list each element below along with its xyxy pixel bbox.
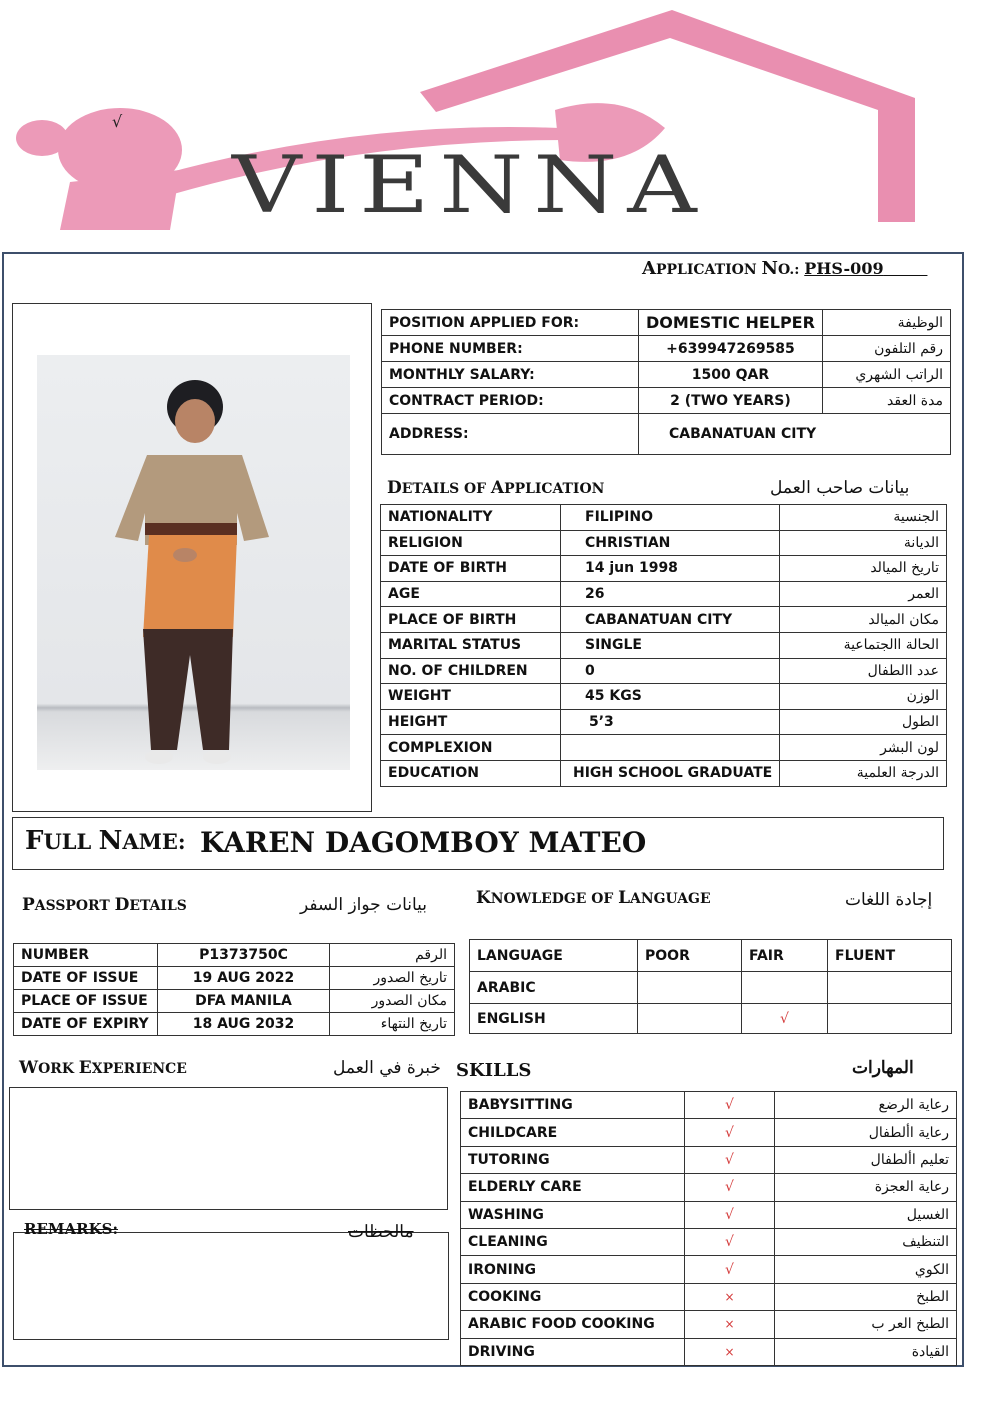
- detail-value: 0: [561, 658, 780, 684]
- detail-label: NATIONALITY: [381, 505, 561, 531]
- detail-arabic: الديانة: [780, 530, 947, 556]
- app-label-a: A: [642, 258, 656, 279]
- skill-arabic: التنظيف: [775, 1228, 957, 1255]
- detail-label: EDUCATION: [381, 760, 561, 786]
- detail-label: HEIGHT: [381, 709, 561, 735]
- label-position: POSITION APPLIED FOR:: [382, 310, 639, 336]
- value-position: DOMESTIC HELPER: [639, 310, 823, 336]
- table-row: [382, 362, 951, 388]
- application-number: [642, 258, 927, 279]
- skill-label: CHILDCARE: [461, 1119, 685, 1146]
- table-row: [381, 684, 947, 710]
- passport-arabic: الرقم: [330, 944, 455, 967]
- detail-arabic: الوزن: [780, 684, 947, 710]
- detail-label: RELIGION: [381, 530, 561, 556]
- details-heading: DETAILS OF APPLICATION: [387, 478, 605, 498]
- table-row: [381, 632, 947, 658]
- logo-ponytail-shape: [16, 120, 68, 156]
- skill-check: √: [685, 1146, 775, 1173]
- table-row: [470, 972, 952, 1004]
- skill-check: √: [685, 1228, 775, 1255]
- lang-fair-check: √: [742, 1004, 828, 1034]
- table-row: [470, 940, 952, 972]
- app-label-n: N: [761, 258, 778, 279]
- table-row: [14, 967, 455, 990]
- table-row: [382, 336, 951, 362]
- lang-fluent: [828, 972, 952, 1004]
- lang-header: FLUENT: [828, 940, 952, 972]
- label-address: ADDRESS:: [382, 414, 639, 455]
- passport-table: [13, 943, 455, 1036]
- skill-arabic: تعليم األطفال: [775, 1146, 957, 1173]
- lang-fair: [742, 972, 828, 1004]
- table-row: [381, 658, 947, 684]
- skill-cross: ×: [685, 1311, 775, 1338]
- skill-label: TUTORING: [461, 1146, 685, 1173]
- skill-arabic: الغسيل: [775, 1201, 957, 1228]
- table-row: [381, 760, 947, 786]
- skills-heading-arabic: المهارات: [852, 1058, 914, 1078]
- detail-arabic: لون البشر: [780, 735, 947, 761]
- detail-label: MARITAL STATUS: [381, 632, 561, 658]
- table-row: [381, 505, 947, 531]
- table-row: [14, 1013, 455, 1036]
- table-row: [382, 310, 951, 336]
- table-row: [461, 1338, 957, 1365]
- detail-arabic: تاريخ الميالد: [780, 556, 947, 582]
- skill-arabic: رعاية الرضع: [775, 1092, 957, 1119]
- full-name-value: KAREN DAGOMBOY MATEO: [200, 826, 647, 859]
- skill-arabic: الكوي: [775, 1256, 957, 1283]
- skill-arabic: رعاية العجزة: [775, 1174, 957, 1201]
- label-phone: PHONE NUMBER:: [382, 336, 639, 362]
- passport-arabic: مكان الصدور: [330, 990, 455, 1013]
- app-label-rest: PPLICATION: [655, 262, 762, 278]
- skill-arabic: القيادة: [775, 1338, 957, 1365]
- arabic-salary: الراتب الشهري: [822, 362, 950, 388]
- logo-check-mark: √: [112, 112, 123, 131]
- lang-header: FAIR: [742, 940, 828, 972]
- skill-label: WASHING: [461, 1201, 685, 1228]
- skill-check: √: [685, 1092, 775, 1119]
- skills-table: [460, 1091, 957, 1366]
- language-heading: KNOWLEDGE OF LANGUAGE: [476, 888, 711, 908]
- skill-label: ELDERLY CARE: [461, 1174, 685, 1201]
- detail-value: [561, 735, 780, 761]
- table-row: [14, 944, 455, 967]
- skill-label: DRIVING: [461, 1338, 685, 1365]
- table-row: [461, 1092, 957, 1119]
- table-row: [382, 388, 951, 414]
- language-table: [469, 939, 952, 1034]
- passport-arabic: تاريخ النتهاء: [330, 1013, 455, 1036]
- detail-value: FILIPINO: [561, 505, 780, 531]
- passport-label: DATE OF EXPIRY: [14, 1013, 158, 1036]
- skill-label: IRONING: [461, 1256, 685, 1283]
- detail-label: COMPLEXION: [381, 735, 561, 761]
- work-experience-box: [9, 1087, 448, 1210]
- table-row: [381, 735, 947, 761]
- passport-label: PLACE OF ISSUE: [14, 990, 158, 1013]
- table-row: [461, 1201, 957, 1228]
- detail-arabic: عدد االطفال: [780, 658, 947, 684]
- lang-poor: [638, 1004, 742, 1034]
- detail-value: 5’3: [561, 709, 780, 735]
- detail-arabic: العمر: [780, 581, 947, 607]
- passport-arabic: تاريخ الصدور: [330, 967, 455, 990]
- lang-header: LANGUAGE: [470, 940, 638, 972]
- remarks-heading-arabic: مالحظات: [348, 1222, 414, 1242]
- value-contract: 2 (TWO YEARS): [639, 388, 823, 414]
- lang-name: ARABIC: [470, 972, 638, 1004]
- table-row: [461, 1228, 957, 1255]
- skill-arabic: رعاية األطفال: [775, 1119, 957, 1146]
- table-row: [461, 1311, 957, 1338]
- value-phone: +639947269585: [639, 336, 823, 362]
- passport-label: NUMBER: [14, 944, 158, 967]
- detail-arabic: الدرجة العلمية: [780, 760, 947, 786]
- detail-arabic: الطول: [780, 709, 947, 735]
- skill-arabic: الطبخ العر ب: [775, 1311, 957, 1338]
- detail-value: SINGLE: [561, 632, 780, 658]
- applicant-figure: [37, 355, 350, 770]
- skill-label: COOKING: [461, 1283, 685, 1310]
- arabic-phone: رقم التلفون: [822, 336, 950, 362]
- table-row: [381, 607, 947, 633]
- skill-check: √: [685, 1119, 775, 1146]
- table-row: [381, 530, 947, 556]
- detail-label: NO. OF CHILDREN: [381, 658, 561, 684]
- details-table: [380, 504, 947, 787]
- detail-arabic: مكان الميالد: [780, 607, 947, 633]
- table-row: [381, 709, 947, 735]
- table-row: [461, 1119, 957, 1146]
- passport-heading-arabic: بيانات جواز السفر: [300, 895, 428, 915]
- skill-cross: ×: [685, 1283, 775, 1310]
- arabic-position: الوظيفة: [822, 310, 950, 336]
- detail-value: CABANATUAN CITY: [561, 607, 780, 633]
- language-heading-arabic: إجادة اللغات: [845, 890, 933, 910]
- table-row: [381, 556, 947, 582]
- position-table: [381, 309, 951, 455]
- detail-value: 14 jun 1998: [561, 556, 780, 582]
- detail-label: WEIGHT: [381, 684, 561, 710]
- detail-value: 45 KGS: [561, 684, 780, 710]
- table-row: [461, 1256, 957, 1283]
- skill-label: BABYSITTING: [461, 1092, 685, 1119]
- label-salary: MONTHLY SALARY:: [382, 362, 639, 388]
- value-salary: 1500 QAR: [639, 362, 823, 388]
- table-row: [470, 1004, 952, 1034]
- passport-label: DATE OF ISSUE: [14, 967, 158, 990]
- lang-poor: [638, 972, 742, 1004]
- value-address: CABANATUAN CITY: [639, 414, 951, 455]
- logo-wordmark: VIENNA: [232, 138, 707, 231]
- details-heading-arabic: بيانات صاحب العمل: [770, 478, 910, 498]
- work-heading-arabic: خبرة في العمل: [333, 1058, 441, 1078]
- passport-value: 19 AUG 2022: [158, 967, 330, 990]
- table-row: [461, 1174, 957, 1201]
- arabic-contract: مدة العقد: [822, 388, 950, 414]
- label-contract: CONTRACT PERIOD:: [382, 388, 639, 414]
- skill-check: √: [685, 1256, 775, 1283]
- lang-fluent: [828, 1004, 952, 1034]
- app-label-o: O.:: [777, 262, 805, 278]
- skill-check: √: [685, 1174, 775, 1201]
- remarks-heading: REMARKS:: [24, 1220, 119, 1238]
- table-row: [461, 1283, 957, 1310]
- remarks-box: [13, 1232, 449, 1340]
- lang-name: ENGLISH: [470, 1004, 638, 1034]
- table-row: [381, 581, 947, 607]
- passport-heading: PASSPORT DETAILS: [22, 895, 187, 915]
- skill-cross: ×: [685, 1338, 775, 1365]
- skill-arabic: الطبخ: [775, 1283, 957, 1310]
- detail-label: AGE: [381, 581, 561, 607]
- table-row: [14, 990, 455, 1013]
- detail-label: DATE OF BIRTH: [381, 556, 561, 582]
- passport-value: P1373750C: [158, 944, 330, 967]
- full-name-label: FULL NAME:: [25, 826, 186, 856]
- passport-value: 18 AUG 2032: [158, 1013, 330, 1036]
- application-number-value: PHS-009: [804, 259, 884, 278]
- table-row: [461, 1146, 957, 1173]
- lang-header: POOR: [638, 940, 742, 972]
- skill-label: CLEANING: [461, 1228, 685, 1255]
- detail-arabic: الحالة االجتماعية: [780, 632, 947, 658]
- detail-value: HIGH SCHOOL GRADUATE: [561, 760, 780, 786]
- skill-check: √: [685, 1201, 775, 1228]
- skills-heading: SKILLS: [456, 1060, 532, 1081]
- applicant-photo: [37, 355, 350, 770]
- detail-value: CHRISTIAN: [561, 530, 780, 556]
- skill-label: ARABIC FOOD COOKING: [461, 1311, 685, 1338]
- work-heading: WORK EXPERIENCE: [19, 1058, 187, 1078]
- table-row: [382, 414, 951, 455]
- detail-value: 26: [561, 581, 780, 607]
- passport-value: DFA MANILA: [158, 990, 330, 1013]
- detail-arabic: الجنسية: [780, 505, 947, 531]
- detail-label: PLACE OF BIRTH: [381, 607, 561, 633]
